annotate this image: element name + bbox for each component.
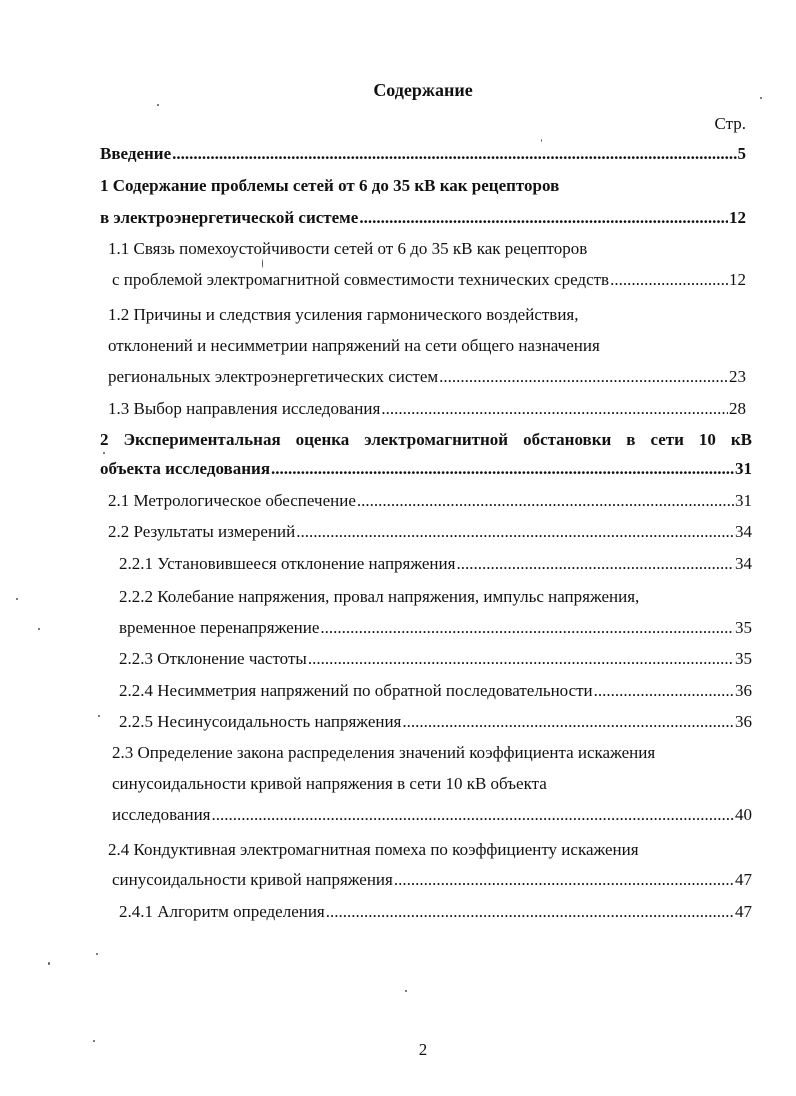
toc-entry-2-2-2-line1[interactable]: 2.2.2 Колебание напряжения, провал напряжения, импульс напряжения, [119, 587, 640, 606]
toc-entry-2-3-line1[interactable]: 2.3 Определение закона распределения значений коэффициента искажения [112, 743, 656, 762]
dot-leader [172, 141, 736, 167]
scan-speck [96, 953, 98, 955]
dot-leader [610, 267, 728, 293]
scan-speck [93, 1040, 95, 1042]
scan-speck [16, 598, 18, 600]
toc-entry-2-4-1[interactable] [119, 899, 752, 925]
dot-leader [381, 396, 728, 422]
toc-entry-page: 12 [729, 270, 746, 289]
toc-entry-text: 2.2.1 Установившееся отклонение напряжения [119, 554, 456, 573]
toc-entry-2-4[interactable] [112, 867, 752, 893]
scan-speck [38, 628, 40, 630]
toc-entry-2-2-5[interactable] [119, 709, 752, 735]
dot-leader [456, 551, 734, 577]
scan-speck [760, 97, 762, 99]
toc-entry-ch2[interactable] [100, 456, 752, 482]
toc-entry-page: 34 [735, 554, 752, 573]
toc-entry-text: объекта исследования [100, 459, 271, 478]
toc-entry-2-4-line1[interactable]: 2.4 Кондуктивная электромагнитная помеха по коэффициенту искажения [108, 840, 639, 859]
dot-leader [326, 899, 734, 925]
toc-entry-text: региональных электроэнергетических систем [108, 367, 439, 386]
toc-entry-text: синусоидальности кривой напряжения [112, 870, 393, 889]
toc-entry-page: 40 [735, 805, 752, 824]
scan-speck [157, 104, 159, 106]
toc-entry-text: 2.2.4 Несимметрия напряжений по обратной последовательности [119, 681, 593, 700]
page-title: Содержание [373, 80, 473, 100]
toc-entry-page: 35 [735, 618, 752, 637]
toc-entry-page: 5 [737, 144, 746, 163]
toc-entry-2-2-1[interactable] [119, 551, 752, 577]
dot-leader [594, 678, 734, 704]
scan-speck [541, 139, 542, 142]
dot-leader [402, 709, 734, 735]
toc-entry-text: временное перенапряжение [119, 618, 320, 637]
toc-entry-1-2[interactable] [108, 364, 746, 390]
toc-entry-page: 31 [735, 459, 752, 478]
toc-entry-page: 47 [735, 870, 752, 889]
toc-entry-page: 35 [735, 649, 752, 668]
toc-entry-2-2-2[interactable] [119, 615, 752, 641]
toc-entry-2-3[interactable] [112, 802, 752, 828]
dot-leader [357, 488, 734, 514]
toc-entry-text: исследования [112, 805, 211, 824]
toc-entry-page: 31 [735, 491, 752, 510]
dot-leader [439, 364, 728, 390]
scan-speck [48, 962, 50, 965]
toc-entry-page: 28 [729, 399, 746, 418]
toc-entry-text: 2.2.3 Отклонение частоты [119, 649, 307, 668]
scan-speck [405, 990, 407, 992]
toc-entry-1-2-line1[interactable]: 1.2 Причины и следствия усиления гармонического воздействия, [108, 305, 579, 324]
toc-entry-page: 36 [735, 681, 752, 700]
scan-speck [98, 715, 100, 717]
toc-entry-text: Введение [100, 144, 172, 163]
toc-entry-text: 2.2 Результаты измерений [108, 522, 296, 541]
dot-leader [359, 205, 728, 231]
toc-entry-page: 36 [735, 712, 752, 731]
toc-entry-2-2-3[interactable] [119, 646, 752, 672]
dot-leader [320, 615, 734, 641]
toc-entry-2-1[interactable] [108, 488, 752, 514]
toc-entry-2-2[interactable] [108, 519, 752, 545]
toc-entry-page: 47 [735, 902, 752, 921]
toc-entry-ch2-line1[interactable]: 2 Экспериментальная оценка электромагнитной обстановки в сети 10 кВ [100, 430, 752, 449]
toc-entry-2-2-4[interactable] [119, 678, 752, 704]
toc-entry-ch1[interactable] [100, 205, 746, 231]
toc-entry-text: в электроэнергетической системе [100, 208, 359, 227]
toc-entry-1-1[interactable] [112, 267, 746, 293]
toc-entry-page: 34 [735, 522, 752, 541]
page-number: 2 [418, 1040, 428, 1059]
toc-entry-2-3-line2[interactable]: синусоидальности кривой напряжения в сети 10 кВ объекта [112, 774, 547, 793]
toc-entry-1-3[interactable] [108, 396, 746, 422]
dot-leader [296, 519, 734, 545]
dot-leader [212, 802, 734, 828]
scan-speck [262, 259, 263, 268]
toc-entry-text: с проблемой электромагнитной совместимости технических средств [112, 270, 610, 289]
toc-entry-page: 12 [729, 208, 746, 227]
toc-entry-ch1-line1[interactable]: 1 Содержание проблемы сетей от 6 до 35 кВ как рецепторов [100, 176, 560, 195]
dot-leader [394, 867, 734, 893]
toc-entry-text: 2.1 Метрологическое обеспечение [108, 491, 356, 510]
toc-entry-page: 23 [729, 367, 746, 386]
page-column-label: Стр. [714, 114, 746, 133]
dot-leader [308, 646, 734, 672]
toc-entry-1-2-line2[interactable]: отклонений и несимметрии напряжений на сети общего назначения [108, 336, 600, 355]
toc-entry-1-1-line1[interactable]: 1.1 Связь помехоустойчивости сетей от 6 до 35 кВ как рецепторов [108, 239, 588, 258]
scan-speck [103, 452, 105, 454]
toc-entry-text: 2.2.5 Несинусоидальность напряжения [119, 712, 402, 731]
toc-entry-text: 2.4.1 Алгоритм определения [119, 902, 325, 921]
toc-entry-text: 1.3 Выбор направления исследования [108, 399, 381, 418]
toc-entry-intro[interactable] [100, 141, 746, 167]
dot-leader [271, 456, 734, 482]
